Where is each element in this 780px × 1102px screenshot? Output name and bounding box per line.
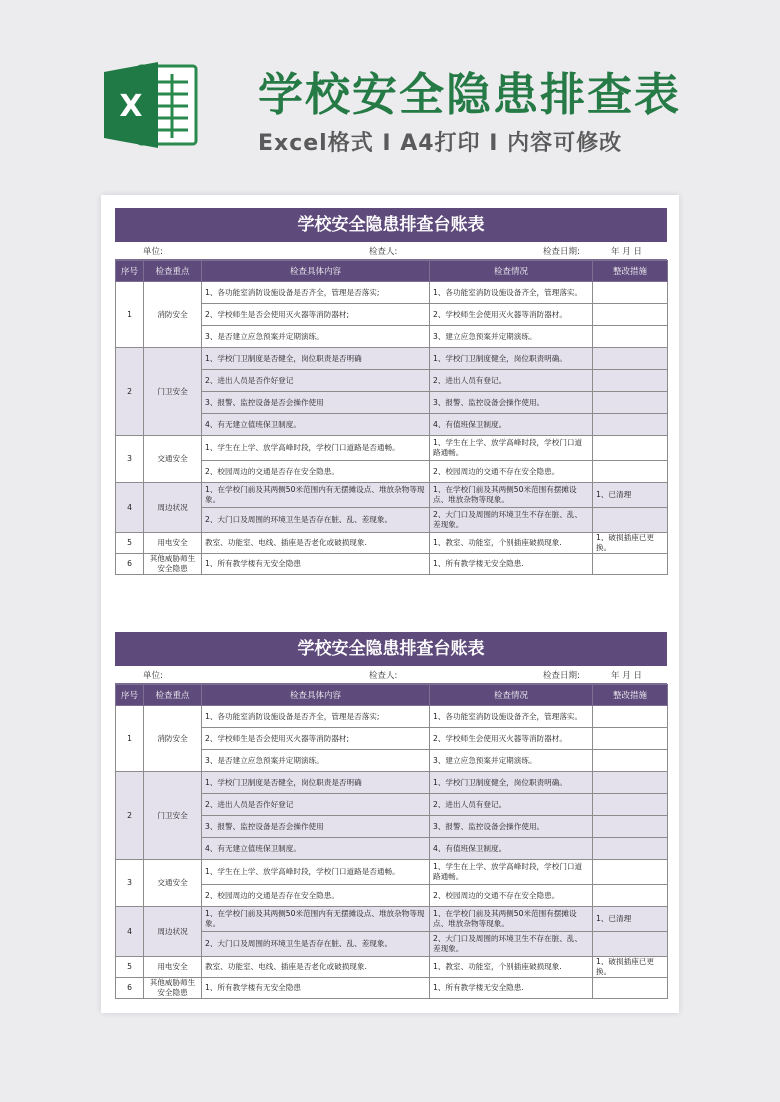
unit-label: 单位:: [143, 671, 163, 681]
unit-label: 单位:: [143, 247, 163, 257]
inspection-content: 1、在学校门前及其两侧50米范围内有无摆摊设点、堆放杂物等现象。: [202, 907, 430, 932]
inspection-content: 4、有无建立值班保卫制度。: [202, 838, 430, 860]
inspection-content: 3、报警、监控设备是否会操作使用: [202, 392, 430, 414]
svg-text:X: X: [119, 89, 143, 124]
table-row: [116, 978, 668, 999]
inspection-content: 2、学校师生是否会使用灭火器等消防器材;: [202, 728, 430, 750]
date-value: 年 月 日: [611, 671, 642, 681]
table-row: [116, 483, 668, 508]
row-number: 6: [116, 978, 144, 999]
inspection-status: 3、建立应急预案并定期演练。: [430, 750, 593, 772]
inspection-focus: 其他威胁师生安全隐患: [144, 978, 202, 999]
inspection-focus: 交通安全: [144, 436, 202, 483]
table-row: [116, 282, 668, 304]
inspection-focus: 消防安全: [144, 282, 202, 348]
inspection-status: 4、有值班保卫制度。: [430, 414, 593, 436]
inspection-status: 1、学校门卫制度健全，岗位职责明确。: [430, 348, 593, 370]
table-row: [116, 436, 668, 461]
row-number: 1: [116, 706, 144, 772]
inspection-status: 3、报警、监控设备会操作使用。: [430, 392, 593, 414]
inspection-content: 1、学校门卫制度是否健全，岗位职责是否明确: [202, 348, 430, 370]
column-header: 序号: [116, 261, 144, 282]
inspection-content: 1、各功能室消防设施设备是否齐全，管理是否落实;: [202, 282, 430, 304]
row-number: 2: [116, 772, 144, 860]
column-header: 检查重点: [144, 685, 202, 706]
rectification-measure: [593, 436, 668, 461]
rectification-measure: [593, 554, 668, 575]
sheet-title: 学校安全隐患排查台账表: [115, 208, 667, 242]
rectification-measure: [593, 414, 668, 436]
date-label: 检查日期:: [543, 671, 580, 681]
inspection-content: 3、是否建立应急预案并定期演练。: [202, 750, 430, 772]
rectification-measure: [593, 885, 668, 907]
rectification-measure: [593, 772, 668, 794]
inspection-focus: 用电安全: [144, 957, 202, 978]
column-header: 序号: [116, 685, 144, 706]
inspection-content: 1、在学校门前及其两侧50米范围内有无摆摊设点、堆放杂物等现象。: [202, 483, 430, 508]
rectification-measure: [593, 932, 668, 957]
table-row: [116, 772, 668, 794]
inspector-label: 检查人:: [369, 247, 398, 257]
inspection-status: 2、进出人员有登记。: [430, 794, 593, 816]
inspection-content: 1、所有教学楼有无安全隐患: [202, 554, 430, 575]
rectification-measure: [593, 282, 668, 304]
inspection-status: 3、建立应急预案并定期演练。: [430, 326, 593, 348]
inspection-content: 2、学校师生是否会使用灭火器等消防器材;: [202, 304, 430, 326]
table-row: [116, 907, 668, 932]
rectification-measure: [593, 392, 668, 414]
table-row: [116, 554, 668, 575]
inspection-status: 1、学生在上学、放学高峰时段，学校门口道路通畅。: [430, 436, 593, 461]
row-number: 4: [116, 483, 144, 533]
inspection-content: 教室、功能室、电线、插座是否老化或破损现象.: [202, 957, 430, 978]
inspection-content: 2、进出人员是否作好登记: [202, 370, 430, 392]
sheet-title: 学校安全隐患排查台账表: [115, 632, 667, 666]
row-number: 6: [116, 554, 144, 575]
rectification-measure: [593, 978, 668, 999]
inspection-status: 1、所有教学楼无安全隐患.: [430, 978, 593, 999]
row-number: 4: [116, 907, 144, 957]
inspection-status: 2、大门口及周围的环境卫生不存在脏、乱、差现象。: [430, 508, 593, 533]
rectification-measure: 1、破损插座已更换。: [593, 957, 668, 978]
inspection-focus: 其他威胁师生安全隐患: [144, 554, 202, 575]
document-paper: [101, 195, 679, 1013]
column-header: 整改措施: [593, 685, 668, 706]
inspection-content: 2、大门口及周围的环境卫生是否存在脏、乱、差现象。: [202, 932, 430, 957]
rectification-measure: [593, 860, 668, 885]
row-number: 2: [116, 348, 144, 436]
column-header: 检查情况: [430, 261, 593, 282]
page-header: [0, 0, 780, 190]
rectification-measure: [593, 304, 668, 326]
date-value: 年 月 日: [611, 247, 642, 257]
inspection-focus: 交通安全: [144, 860, 202, 907]
inspection-content: 教室、功能室、电线、插座是否老化或破损现象.: [202, 533, 430, 554]
rectification-measure: [593, 794, 668, 816]
inspection-status: 1、学校门卫制度健全，岗位职责明确。: [430, 772, 593, 794]
inspection-status: 2、学校师生会使用灭火器等消防器材。: [430, 304, 593, 326]
inspection-content: 2、校园周边的交通是否存在安全隐患。: [202, 461, 430, 483]
rectification-measure: [593, 838, 668, 860]
inspection-focus: 门卫安全: [144, 348, 202, 436]
ledger-table: [115, 684, 668, 999]
inspection-focus: 门卫安全: [144, 772, 202, 860]
inspection-content: 1、学生在上学、放学高峰时段，学校门口道路是否通畅。: [202, 860, 430, 885]
inspector-label: 检查人:: [369, 671, 398, 681]
inspection-status: 2、学校师生会使用灭火器等消防器材。: [430, 728, 593, 750]
inspection-content: 1、学生在上学、放学高峰时段，学校门口道路是否通畅。: [202, 436, 430, 461]
ledger-sheet-1: [115, 208, 667, 575]
row-number: 5: [116, 957, 144, 978]
inspection-status: 1、教室、功能室，个别插座破损现象.: [430, 533, 593, 554]
table-header-row: [116, 261, 668, 282]
inspection-focus: 周边状况: [144, 483, 202, 533]
inspection-content: 3、是否建立应急预案并定期演练。: [202, 326, 430, 348]
inspection-content: 1、各功能室消防设施设备是否齐全，管理是否落实;: [202, 706, 430, 728]
inspection-status: 1、学生在上学、放学高峰时段，学校门口道路通畅。: [430, 860, 593, 885]
rectification-measure: 1、破损插座已更换。: [593, 533, 668, 554]
inspection-status: 2、校园周边的交通不存在安全隐患。: [430, 461, 593, 483]
table-row: [116, 957, 668, 978]
inspection-focus: 周边状况: [144, 907, 202, 957]
inspection-focus: 消防安全: [144, 706, 202, 772]
inspection-status: 1、各功能室消防设施设备齐全，管理落实。: [430, 282, 593, 304]
row-number: 3: [116, 436, 144, 483]
column-header: 检查具体内容: [202, 685, 430, 706]
column-header: 检查具体内容: [202, 261, 430, 282]
inspection-status: 4、有值班保卫制度。: [430, 838, 593, 860]
inspection-content: 2、进出人员是否作好登记: [202, 794, 430, 816]
page-title: 学校安全隐患排查表: [258, 68, 682, 121]
column-header: 整改措施: [593, 261, 668, 282]
inspection-content: 2、校园周边的交通是否存在安全隐患。: [202, 885, 430, 907]
sheet-info-row: [115, 666, 667, 684]
rectification-measure: [593, 728, 668, 750]
sheet-info-row: [115, 242, 667, 260]
rectification-measure: [593, 706, 668, 728]
inspection-status: 1、所有教学楼无安全隐患.: [430, 554, 593, 575]
inspection-status: 1、在学校门前及其两侧50米范围有摆摊设点、堆放杂物等现象。: [430, 483, 593, 508]
column-header: 检查重点: [144, 261, 202, 282]
ledger-table: [115, 260, 668, 575]
ledger-sheet-2: [115, 632, 667, 999]
rectification-measure: [593, 750, 668, 772]
rectification-measure: [593, 816, 668, 838]
column-header: 检查情况: [430, 685, 593, 706]
page-subtitle: Excel格式 I A4打印 I 内容可修改: [258, 131, 623, 156]
rectification-measure: [593, 461, 668, 483]
inspection-content: 2、大门口及周围的环境卫生是否存在脏、乱、差现象。: [202, 508, 430, 533]
inspection-focus: 用电安全: [144, 533, 202, 554]
rectification-measure: [593, 508, 668, 533]
table-row: [116, 348, 668, 370]
rectification-measure: 1、已清理: [593, 483, 668, 508]
rectification-measure: [593, 348, 668, 370]
inspection-content: 3、报警、监控设备是否会操作使用: [202, 816, 430, 838]
inspection-content: 1、学校门卫制度是否健全，岗位职责是否明确: [202, 772, 430, 794]
rectification-measure: [593, 370, 668, 392]
date-label: 检查日期:: [543, 247, 580, 257]
inspection-status: 2、进出人员有登记。: [430, 370, 593, 392]
row-number: 3: [116, 860, 144, 907]
inspection-status: 2、校园周边的交通不存在安全隐患。: [430, 885, 593, 907]
excel-logo-icon: [102, 60, 200, 150]
table-row: [116, 533, 668, 554]
inspection-content: 4、有无建立值班保卫制度。: [202, 414, 430, 436]
inspection-status: 1、各功能室消防设施设备齐全，管理落实。: [430, 706, 593, 728]
inspection-status: 1、在学校门前及其两侧50米范围有摆摊设点、堆放杂物等现象。: [430, 907, 593, 932]
rectification-measure: [593, 326, 668, 348]
row-number: 5: [116, 533, 144, 554]
table-row: [116, 706, 668, 728]
rectification-measure: 1、已清理: [593, 907, 668, 932]
table-row: [116, 860, 668, 885]
row-number: 1: [116, 282, 144, 348]
inspection-status: 3、报警、监控设备会操作使用。: [430, 816, 593, 838]
inspection-content: 1、所有教学楼有无安全隐患: [202, 978, 430, 999]
inspection-status: 2、大门口及周围的环境卫生不存在脏、乱、差现象。: [430, 932, 593, 957]
inspection-status: 1、教室、功能室，个别插座破损现象.: [430, 957, 593, 978]
table-header-row: [116, 685, 668, 706]
